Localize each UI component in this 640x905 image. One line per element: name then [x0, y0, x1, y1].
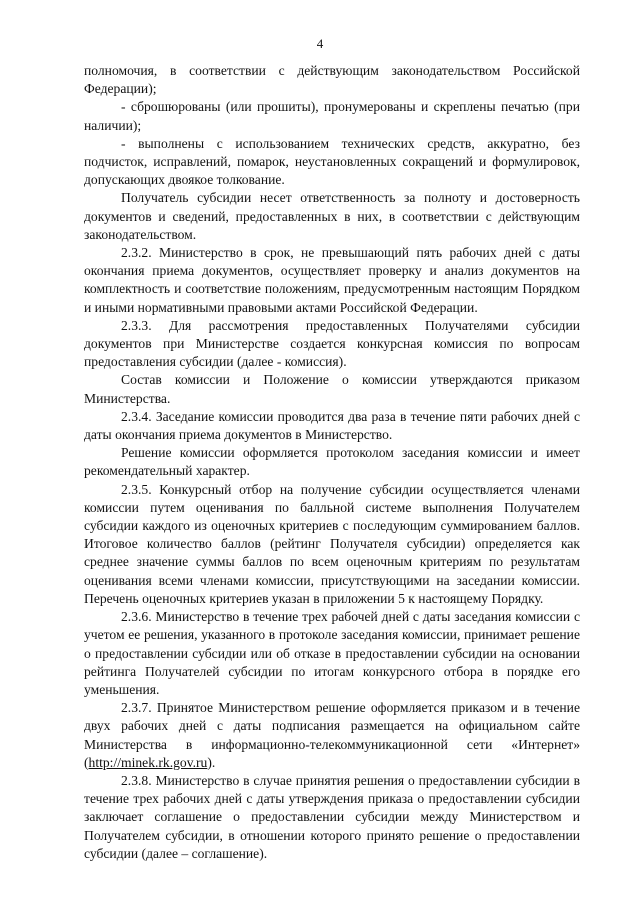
- paragraph: 2.3.5. Конкурсный отбор на получение субсидии осуществляется членами комиссии путем оценивания по балльной системе выполнения Получателем субсидии каждого из оценочных критериев с последующим суммированием баллов. Итоговое количество баллов (рейтинг Получателя субсидии) определяется как среднее значение суммы баллов по всем оценочным критериям по результатам оценивания всеми членами комиссии, присутствующими на заседании комиссии. Перечень оценочных критериев указан в приложении 5 к настоящему Порядку.: [84, 481, 580, 606]
- website-link[interactable]: http://minek.rk.gov.ru: [88, 754, 208, 770]
- paragraph: - сброшюрованы (или прошиты), пронумерованы и скреплены печатью (при наличии);: [84, 99, 580, 133]
- page-number: 4: [316, 36, 324, 51]
- paragraph-text: 2.3.7. Принятое Министерством решение оформляется приказом и в течение двух рабочих дней с даты подписания размещается на официальном сайте Министерства в информационно-телекоммуникационной сети «Интернет» (: [84, 700, 580, 770]
- document-body: [84, 62, 580, 863]
- paragraph-text: ).: [207, 754, 216, 770]
- paragraph: 2.3.3. Для рассмотрения предоставленных Получателями субсидии документов при Министерстве создается конкурсная комиссия по вопросам предоставления субсидии (далее - комиссия).: [84, 317, 580, 370]
- paragraph: 2.3.8. Министерство в случае принятия решения о предоставлении субсидии в течение трех рабочих дней с даты утверждения приказа о предоставлении субсидии заключает соглашение о предоставлении субсидии между Министерством и Получателем субсидии, в отношении которого принято решение о предоставлении субсидии (далее – соглашение).: [84, 772, 580, 861]
- paragraph: Получатель субсидии несет ответственность за полноту и достоверность документов и сведений, предоставленных в них, в соответствии с действующим законодательством.: [84, 190, 580, 242]
- paragraph: 2.3.6. Министерство в течение трех рабочей дней с даты заседания комиссии с учетом ее решения, указанного в протоколе заседания комиссии, принимает решение о предоставлении субсидии или об отказе в предоставлении субсидии на основании рейтинга Получателей субсидии по итогам конкурсного отбора в порядке его уменьшения.: [84, 609, 580, 697]
- paragraph: - выполнены с использованием технических средств, аккуратно, без подчисток, исправлений, помарок, неустановленных сокращений и формулировок, допускающих двоякое толкование.: [84, 135, 580, 188]
- paragraph: Решение комиссии оформляется протоколом заседания комиссии и имеет рекомендательный характер.: [84, 445, 580, 479]
- paragraph: Состав комиссии и Положение о комиссии утверждаются приказом Министерства.: [84, 372, 580, 406]
- paragraph-2-3-7: [84, 699, 580, 772]
- paragraph: полномочия, в соответствии с действующим законодательством Российской Федерации);: [84, 63, 580, 97]
- paragraph: 2.3.4. Заседание комиссии проводится два раза в течение пяти рабочих дней с даты окончания приема документов в Министерство.: [84, 408, 580, 443]
- paragraph: 2.3.2. Министерство в срок, не превышающий пять рабочих дней с даты окончания приема документов, осуществляет проверку и анализ документов на комплектность и соответствие положениям, предусмотренным настоящим Порядком и иными нормативными правовыми актами Российской Федерации.: [84, 245, 580, 315]
